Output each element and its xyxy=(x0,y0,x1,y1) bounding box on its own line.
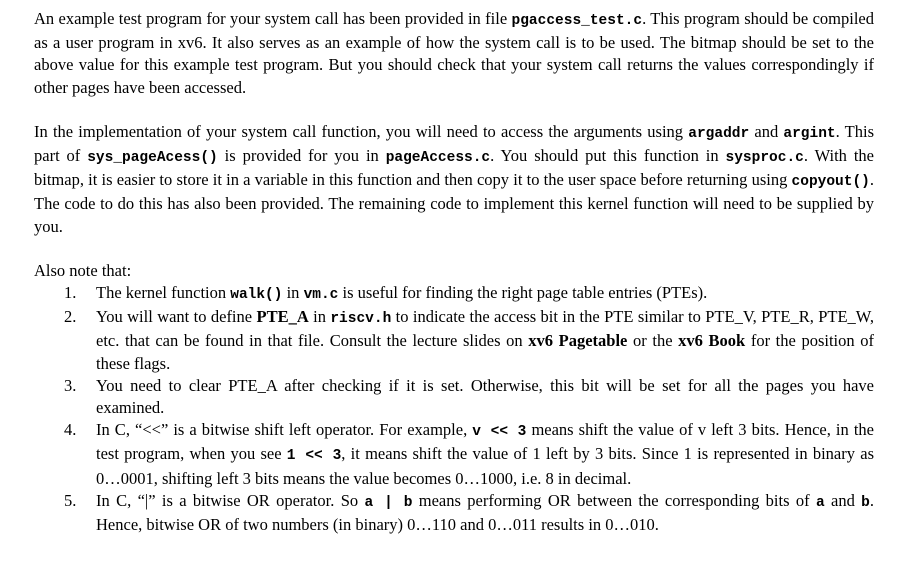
text: is provided for you in xyxy=(217,146,386,166)
list-item xyxy=(34,306,874,375)
inline-code: pgaccess_test.c xyxy=(511,13,643,29)
paragraph-test-program xyxy=(34,8,874,99)
text: . You should put this function in xyxy=(490,146,726,166)
bold-text: PTE_A xyxy=(256,307,309,327)
bold-text: xv6 Book xyxy=(678,331,746,351)
text: An example test program for your system call has been provided in file xyxy=(34,9,512,28)
text: or the xyxy=(627,331,679,351)
text: and xyxy=(749,121,784,141)
text: You will want to define xyxy=(96,307,257,327)
notes-list xyxy=(34,282,874,536)
inline-code: 1 << 3 xyxy=(286,448,342,465)
inline-code: v << 3 xyxy=(472,424,527,441)
notes-heading: Also note that: xyxy=(34,260,132,280)
text: . This program should be compiled as a user program in xv6. It also serves as an example of how the system call is to be used. The bitmap should be set to the above value for this example test program. But you should check that your system call returns the values correspondingly if other pages have been accessed. xyxy=(34,9,874,97)
list-item xyxy=(34,490,874,536)
inline-code: pageAccess.c xyxy=(385,150,491,167)
text: in xyxy=(308,307,331,327)
inline-code: argaddr xyxy=(688,125,750,142)
text: and xyxy=(824,490,862,510)
text: . Hence, bitwise OR of two numbers (in binary) 0…110 and 0…011 results in 0…010. xyxy=(96,490,874,535)
bold-text: xv6 Pagetable xyxy=(528,331,628,351)
list-number: 4. xyxy=(64,420,77,440)
inline-code: a xyxy=(815,494,825,511)
list-number: 3. xyxy=(64,375,77,395)
text: In the implementation of your system call function, you will need to access the arguments using xyxy=(34,121,689,141)
list-item xyxy=(34,375,874,419)
inline-code: b xyxy=(861,494,870,511)
list-number: 2. xyxy=(64,307,77,327)
text: means performing OR between the corresponding bits of xyxy=(412,490,816,510)
list-item xyxy=(34,419,874,490)
inline-code: copyout() xyxy=(791,174,870,191)
list-number: 1. xyxy=(64,283,77,303)
inline-code: argint xyxy=(783,125,836,142)
text: . The code to do this has also been provided. The remaining code to implement this kernel function will need to be supplied by you. xyxy=(34,170,874,236)
text: means shift the value of v left 3 bits. Hence, in the test program, when you see xyxy=(96,420,874,464)
paragraph-implementation xyxy=(34,121,874,238)
text: . This part of xyxy=(34,121,874,166)
text: In C, “|” is a bitwise OR operator. So xyxy=(96,490,365,510)
inline-code: sys_pageAcess() xyxy=(87,150,218,167)
text: , it means shift the value of 1 left by 3 bits. Since 1 is represented in binary as 0…0001, shifting left 3 bits means the value becomes 0…1000, i.e. 8 in decimal. xyxy=(96,444,874,488)
inline-code: a | b xyxy=(364,494,413,511)
text: In C, “<<” is a bitwise shift left operator. For example, xyxy=(96,420,473,440)
inline-code: walk() xyxy=(230,287,283,304)
document-body xyxy=(34,8,874,536)
list-item xyxy=(34,282,874,306)
text: You need to clear PTE_A after checking if it is set. Otherwise, this bit will be set for all the pages you have examined. xyxy=(96,375,874,418)
text: The kernel function xyxy=(96,283,231,303)
inline-code: sysproc.c xyxy=(725,150,804,167)
text: in xyxy=(282,283,304,303)
text: . With the bitmap, it is easier to store it in a variable in this function and then copy it to the user space before returning using xyxy=(34,146,874,190)
text: to indicate the access bit in the PTE similar to PTE_V, PTE_R, PTE_W, etc. that can be found in that file. Consult the lecture slides on xyxy=(96,307,874,351)
inline-code: vm.c xyxy=(303,287,339,304)
inline-code: riscv.h xyxy=(330,311,392,328)
text: for the position of these flags. xyxy=(96,331,874,373)
list-number: 5. xyxy=(64,490,77,510)
text: is useful for finding the right page table entries (PTEs). xyxy=(338,283,708,303)
